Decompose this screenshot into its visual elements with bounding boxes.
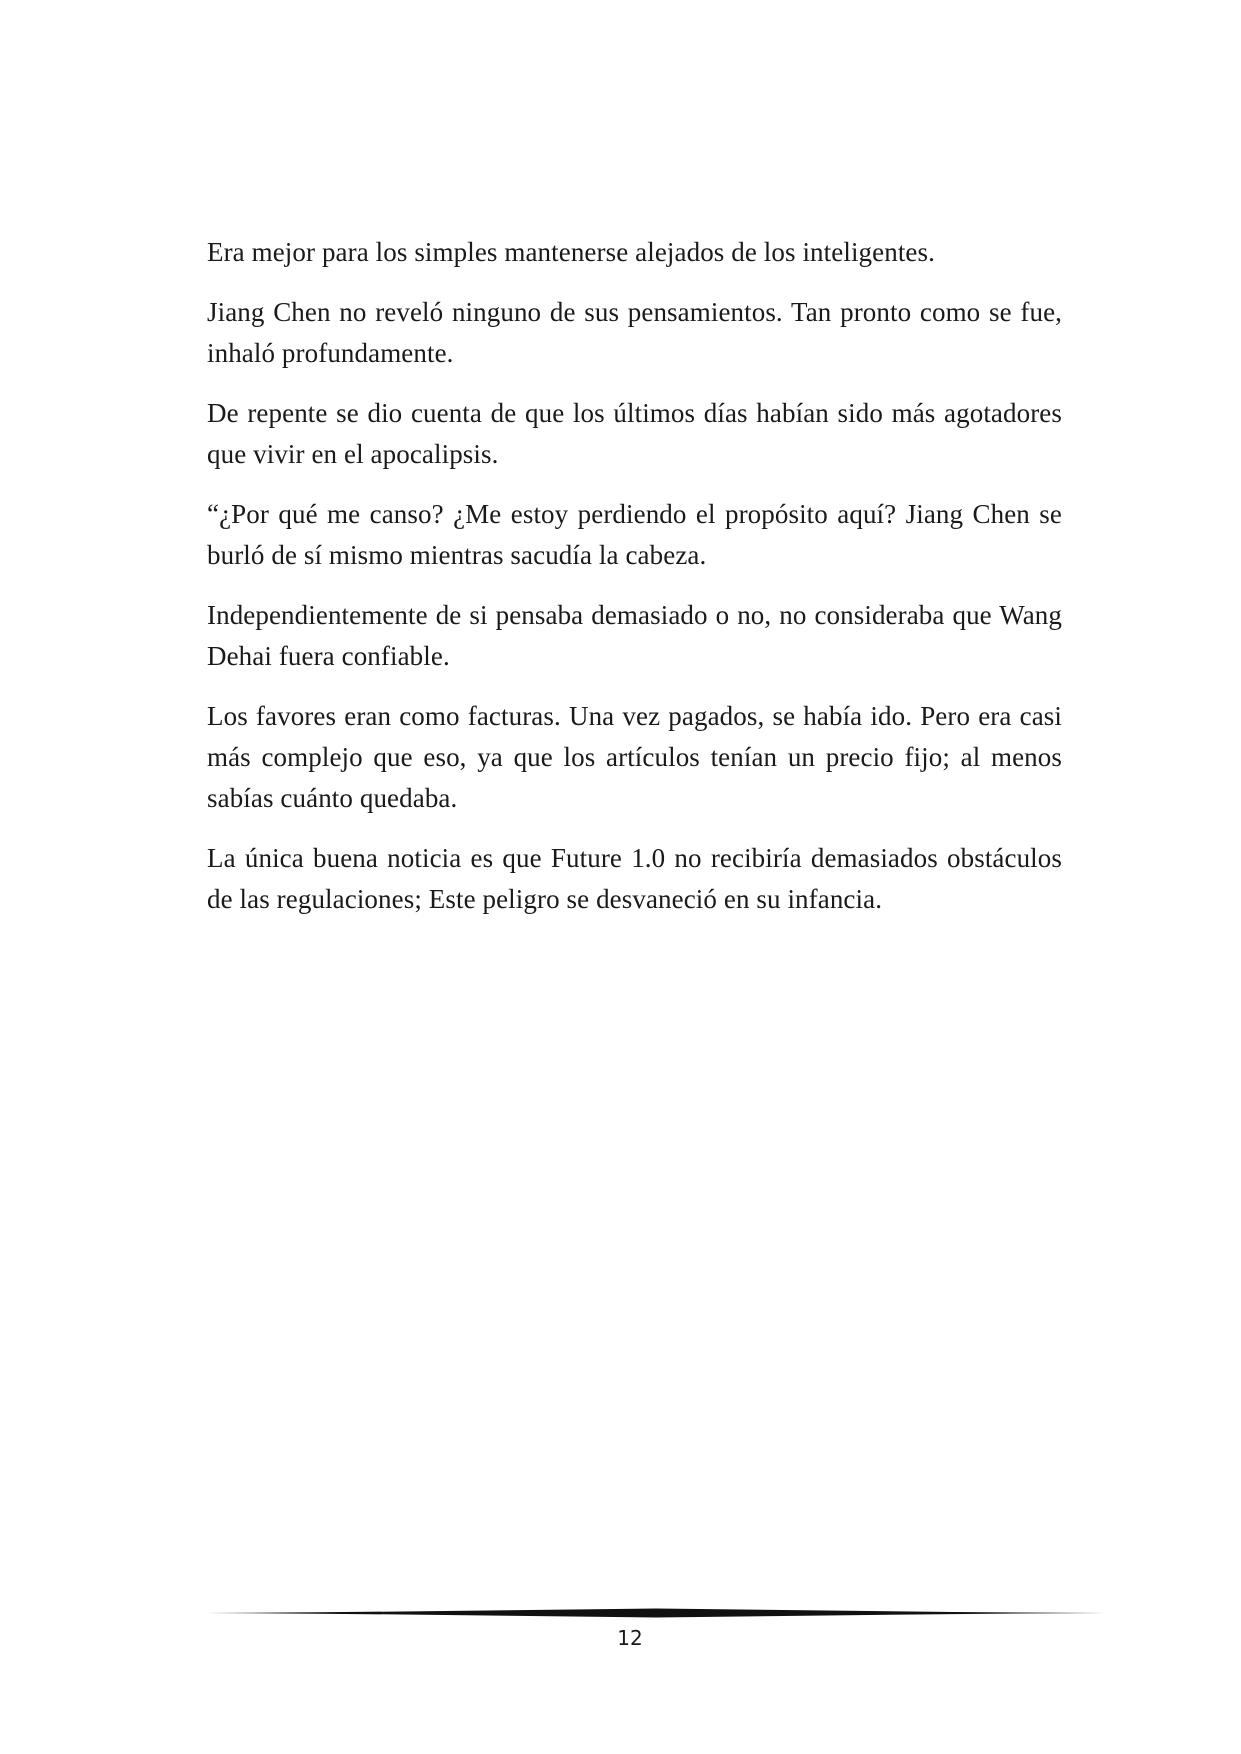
page-body: [207, 232, 1062, 939]
paragraph-2: Jiang Chen no reveló ninguno de sus pensamientos. Tan pronto como se fue, inhaló profundamente.: [207, 297, 1062, 368]
paragraph-7: La única buena noticia es que Future 1.0 no recibiría demasiados obstáculos de las regulaciones; Este peligro se desvaneció en su infancia.: [207, 843, 1062, 914]
footer-divider: [207, 1607, 1105, 1619]
paragraph-5: Independientemente de si pensaba demasiado o no, no consideraba que Wang Dehai fuera confiable.: [207, 600, 1062, 671]
page-number: 12: [617, 1626, 643, 1650]
paragraph-3: De repente se dio cuenta de que los últimos días habían sido más agotadores que vivir en el apocalipsis.: [207, 398, 1062, 469]
paragraph-6: Los favores eran como facturas. Una vez pagados, se había ido. Pero era casi más complejo que eso, ya que los artículos tenían un precio fijo; al menos sabías cuánto quedaba.: [207, 701, 1062, 813]
paragraph-4: “¿Por qué me canso? ¿Me estoy perdiendo el propósito aquí? Jiang Chen se burló de sí mismo mientras sacudía la cabeza.: [207, 499, 1062, 570]
paragraph-1: Era mejor para los simples mantenerse alejados de los inteligentes.: [207, 237, 935, 267]
